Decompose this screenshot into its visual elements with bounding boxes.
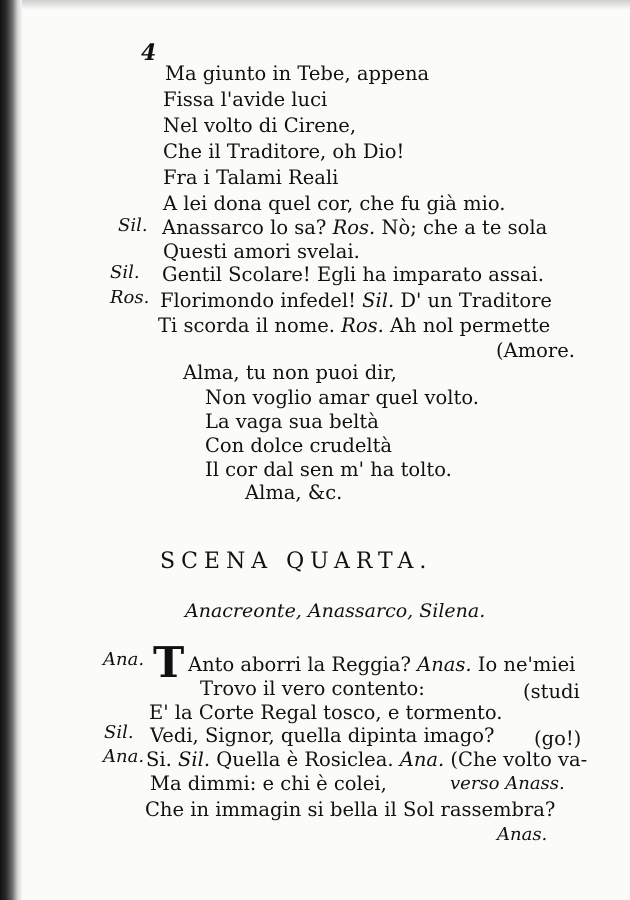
dialogue-line: Che in immagin si bella il Sol rassembra? [145,798,556,821]
dialogue-text: Io ne'miei [471,653,576,676]
speaker-inline: Ana. [399,748,445,771]
verse-line: Ma giunto in Tebe, appena [165,62,430,85]
catchword: Anas. [497,824,548,845]
speaker-label: Sil. [118,215,148,236]
dialogue-text: D' un Traditore [394,289,552,312]
aria-line: Non voglio amar quel volto. [205,386,479,409]
dialogue-line: Trovo il vero contento: [200,677,425,700]
book-gutter-edge [0,0,22,900]
dialogue-overflow: (go!) [534,727,582,750]
speaker-inline: Ros. [332,216,376,239]
dialogue-line: (Amore. [496,339,575,362]
dialogue-text: (Che volto va- [444,748,588,771]
verse-line: Fissa l'avide luci [163,88,328,111]
dialogue-text: Ah nol permette [383,314,551,337]
dialogue-line [188,653,575,677]
aria-line: La vaga sua beltà [205,410,379,433]
page-number: 4 [141,40,157,66]
verse-line: Nel volto di Cirene, [163,114,357,137]
speaker-label: Ana. [103,746,145,767]
speaker-inline: Ros. [341,314,384,337]
speaker-label: Sil. [110,262,140,283]
dialogue-overflow: (studi [523,680,580,703]
dialogue-line: E' la Corte Regal tosco, e tormento. [149,701,503,724]
aria-line: Alma, &c. [245,481,343,504]
dialogue-line: Gentil Scolare! Egli ha imparato assai. [162,263,544,286]
dialogue-text: Quella è Rosiclea. [210,748,400,771]
stage-direction: verso Anass. [450,773,565,794]
speaker-label: Ros. [110,287,150,308]
dialogue-line [146,748,587,772]
dialogue-text: Anassarco lo sa? [162,216,333,239]
verse-line: Fra i Talami Reali [163,166,339,189]
aria-line: Alma, tu non puoi dir, [183,361,397,384]
speaker-inline: Sil. [362,289,395,312]
speaker-inline: Anas. [417,653,472,676]
speaker-label: Ana. [103,649,145,670]
speaker-inline: Sil. [178,748,211,771]
dialogue-line [160,289,552,313]
dialogue-text: Si. [146,748,178,771]
dialogue-line: Questi amori svelai. [163,240,360,263]
dialogue-line: Ma dimmi: e chi è colei, [150,772,387,795]
aria-line: Il cor dal sen m' ha tolto. [205,458,452,481]
aria-line: Con dolce crudeltà [205,434,393,457]
drop-cap-initial: T [153,638,185,687]
scene-title: SCENA QUARTA. [160,549,433,574]
dialogue-line [162,216,547,240]
page-top-edge [22,0,630,10]
dialogue-line: Vedi, Signor, quella dipinta imago? [150,724,495,747]
speaker-label: Sil. [104,722,134,743]
dialogue-text: Ti scorda il nome. [158,314,342,337]
verse-line: Che il Traditore, oh Dio! [163,140,405,163]
dialogue-text: Nò; che a te sola [375,216,548,239]
verse-line: A lei dona quel cor, che fu già mio. [163,192,506,215]
dialogue-line [158,314,550,338]
dialogue-text: Florimondo infedel! [160,289,363,312]
dialogue-text: Anto aborri la Reggia? [188,653,418,676]
scene-characters: Anacreonte, Anassarco, Silena. [185,600,486,622]
